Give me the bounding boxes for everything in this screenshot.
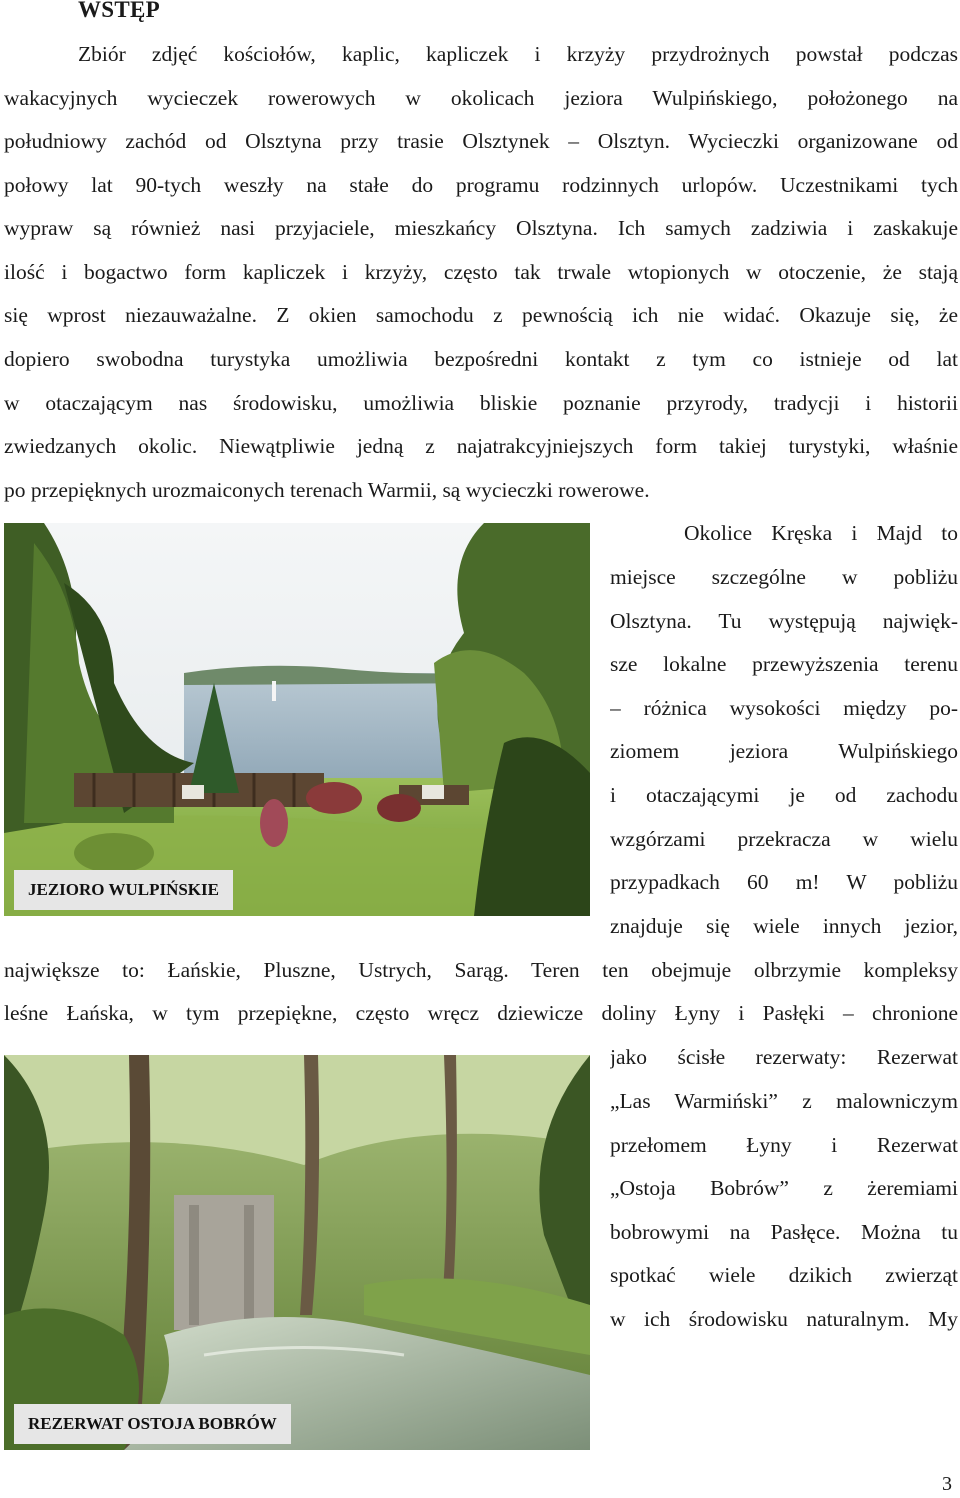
- text-line: połowy lat 90-tych weszły na stałe do programu rodzinnych urlopów. Uczestnikami tych: [4, 173, 958, 197]
- photo-caption: REZERWAT OSTOJA BOBRÓW: [14, 1404, 291, 1444]
- text-line: wzgórzami przekracza w wielu: [610, 827, 958, 851]
- text-line: się wprost niezauważalne. Z okien samochodu z pewnością ich nie widać. Okazuje się, że: [4, 303, 958, 327]
- text-line: „Ostoja Bobrów” z żeremiami: [610, 1176, 958, 1200]
- text-line: w ich środowisku naturalnym. My: [610, 1307, 958, 1331]
- text-line: jako ścisłe rezerwaty: Rezerwat: [610, 1045, 958, 1069]
- text-line: spotkać wiele dzikich zwierząt: [610, 1263, 958, 1287]
- text-line: Olsztyna. Tu występują najwięk-: [610, 609, 958, 633]
- text-line: Okolice Kręska i Majd to: [684, 521, 958, 545]
- text-line: znajduje się wiele innych jezior,: [610, 914, 958, 938]
- text-line: wakacyjnych wycieczek rowerowych w okolicach jeziora Wulpińskiego, położonego na: [4, 86, 958, 110]
- text-line: dopiero swobodna turystyka umożliwia bezpośredni kontakt z tym co istnieje od lat: [4, 347, 958, 371]
- text-line: „Las Warmiński” z malowniczym: [610, 1089, 958, 1113]
- text-line: Zbiór zdjęć kościołów, kaplic, kapliczek i krzyży przydrożnych powstał podczas: [78, 42, 958, 66]
- text-line: i otaczającymi je od zachodu: [610, 783, 958, 807]
- text-line: bobrowymi na Pasłęce. Można tu: [610, 1220, 958, 1244]
- page-number: 3: [942, 1473, 952, 1495]
- text-line: przypadkach 60 m! W pobliżu: [610, 870, 958, 894]
- text-line: ziomem jeziora Wulpińskiego: [610, 739, 958, 763]
- text-line: miejsce szczególne w pobliżu: [610, 565, 958, 589]
- text-line: ilość i bogactwo form kapliczek i krzyży, często tak trwale wtopionych w otoczenie, że stają: [4, 260, 958, 284]
- text-line: – różnica wysokości między po-: [610, 696, 958, 720]
- photo-caption: JEZIORO WULPIŃSKIE: [14, 870, 233, 910]
- lake-landscape-photo: [4, 523, 590, 916]
- text-line: wypraw są również nasi przyjaciele, mieszkańcy Olsztyna. Ich samych zadziwia i zaskakuje: [4, 216, 958, 240]
- section-heading: WSTĘP: [78, 0, 161, 22]
- text-line: leśne Łańska, w tym przepiękne, często wręcz dziewicze doliny Łyny i Pasłęki – chronione: [4, 1001, 958, 1025]
- text-line: sze lokalne przewyższenia terenu: [610, 652, 958, 676]
- text-line: południowy zachód od Olsztyna przy trasie Olsztynek – Olsztyn. Wycieczki organizowane od: [4, 129, 958, 153]
- text-line: przełomem Łyny i Rezerwat: [610, 1133, 958, 1157]
- text-line: po przepięknych urozmaiconych terenach Warmii, są wycieczki rowerowe.: [4, 478, 650, 502]
- text-line: zwiedzanych okolic. Niewątpliwie jedną z najatrakcyjniejszych form takiej turystyki, właśnie: [4, 434, 958, 458]
- text-line: największe to: Łańskie, Pluszne, Ustrych, Sarąg. Teren ten obejmuje olbrzymie kompleksy: [4, 958, 958, 982]
- text-line: w otaczającym nas środowisku, umożliwia bliskie poznanie przyrody, tradycji i historii: [4, 391, 958, 415]
- forest-stream-photo: [4, 1055, 590, 1450]
